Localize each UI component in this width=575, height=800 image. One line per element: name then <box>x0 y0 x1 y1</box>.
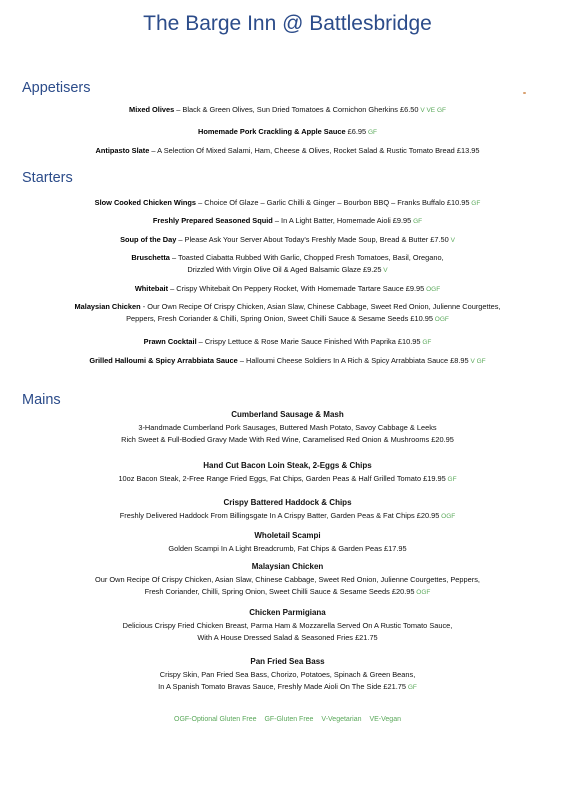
item-price: £9.25 <box>363 265 382 274</box>
item-name: Slow Cooked Chicken Wings <box>94 198 197 207</box>
item-name: Bruschetta <box>131 253 170 262</box>
dish-text: Rich Sweet & Full-Bodied Gravy Made With Red Wine, Caramelised Red Onion & Mushrooms <box>121 435 432 444</box>
item-dietary-tags: V <box>448 237 455 244</box>
page-title: The Barge Inn @ Battlesbridge <box>143 12 432 35</box>
dish-text: With A House Dressed Salad & Seasoned Fries <box>197 633 356 642</box>
item-dietary-tags: GF <box>420 339 432 346</box>
dish-dietary-tags: GF <box>445 476 457 483</box>
item-price: £9.95 <box>405 284 425 293</box>
dish-price: £20.95 <box>416 511 440 520</box>
item-dietary-tags: GF <box>366 129 377 136</box>
section-heading-starters: Starters <box>22 170 73 186</box>
item-description: - Our Own Recipe Of Crispy Chicken, Asian Slaw, Chinese Cabbage, Sweet Red Onion, Julienne Courgettes, <box>140 302 501 311</box>
dish-description <box>0 434 575 447</box>
menu-item <box>0 234 575 247</box>
menu-item <box>0 336 575 349</box>
dish-price: £20.95 <box>431 435 454 444</box>
item-name: Whitebait <box>134 284 169 293</box>
dish-text: Freshly Delivered Haddock From Billingsgate In A Crispy Batter, Garden Peas & Fat Chips <box>119 511 417 520</box>
item-dietary-tags: V GF <box>468 358 486 365</box>
item-price: £6.50 <box>400 105 419 114</box>
dish-description <box>0 632 575 645</box>
item-description: – Black & Green Olives, Sun Dried Tomatoes & Cornichon Gherkins <box>174 105 401 114</box>
dish-price: £20.95 <box>391 587 415 596</box>
item-dietary-tags: OGF <box>432 316 449 323</box>
item-name: Prawn Cocktail <box>143 337 197 346</box>
dish-dietary-tags: OGF <box>439 513 456 520</box>
item-description: – Crispy Lettuce & Rose Marie Sauce Finished With Paprika <box>196 337 398 346</box>
menu-item <box>0 215 575 228</box>
item-name: Homemade Pork Crackling & Apple Sauce <box>198 127 346 136</box>
dish-text: Golden Scampi In A Light Breadcrumb, Fat Chips & Garden Peas <box>168 544 385 553</box>
dish-description <box>0 510 575 523</box>
item-description: Peppers, Fresh Coriander & Chilli, Spring Onion, Sweet Chilli Sauce & Sesame Seeds <box>126 314 411 323</box>
legend-item: VE-Vegan <box>369 716 401 723</box>
item-price: £10.95 <box>446 198 470 207</box>
dish-name: Crispy Battered Haddock & Chips <box>223 498 352 507</box>
item-description: – Choice Of Glaze – Garlic Chilli & Ginger – Bourbon BBQ – Franks Buffalo <box>196 198 447 207</box>
dish-dietary-tags: OGF <box>414 589 431 596</box>
menu-item <box>0 252 575 264</box>
item-description: – Toasted Ciabatta Rubbed With Garlic, Chopped Fresh Tomatoes, Basil, Oregano, <box>169 253 444 262</box>
menu-item <box>0 301 575 313</box>
dish-price: £17.95 <box>384 544 407 553</box>
dish-text: Fresh Coriander, Chilli, Spring Onion, Sweet Chilli Sauce & Sesame Seeds <box>144 587 392 596</box>
item-dietary-tags: GF <box>469 200 481 207</box>
dish-text: 10oz Bacon Steak, 2-Free Range Fried Eggs, Fat Chips, Garden Peas & Half Grilled Tomato <box>118 474 424 483</box>
dish-text: Delicious Crispy Fried Chicken Breast, Parma Ham & Mozzarella Served On A Rustic Tomato Sauce, <box>122 621 453 630</box>
item-price: £9.95 <box>392 216 412 225</box>
dish-description <box>0 620 575 632</box>
dish-description <box>0 681 575 694</box>
item-price: £7.50 <box>430 235 449 244</box>
dish-name: Wholetail Scampi <box>254 531 321 540</box>
dish-text: Our Own Recipe Of Crispy Chicken, Asian Slaw, Chinese Cabbage, Sweet Red Onion, Julienne Courgettes, Peppers, <box>95 575 480 584</box>
dish-name: Pan Fried Sea Bass <box>250 657 325 666</box>
item-price: £13.95 <box>456 146 480 155</box>
dish-description <box>0 574 575 586</box>
item-dietary-tags: OGF <box>424 286 441 293</box>
dish-dietary-tags: GF <box>406 684 417 691</box>
item-price: £10.95 <box>397 337 421 346</box>
item-description: – A Selection Of Mixed Salami, Ham, Cheese & Olives, Rocket Salad & Rustic Tomato Bread <box>149 146 457 155</box>
scan-speck <box>523 92 526 94</box>
item-name: Soup of the Day <box>120 235 177 244</box>
legend-item: OGF-Optional Gluten Free <box>174 716 257 723</box>
menu-item-continued <box>0 313 575 326</box>
dish-description <box>0 473 575 486</box>
menu-item <box>0 283 575 296</box>
item-dietary-tags: V <box>381 267 388 274</box>
legend-item: GF-Gluten Free <box>264 716 314 723</box>
item-name: Antipasto Slate <box>95 146 150 155</box>
dish-name: Cumberland Sausage & Mash <box>231 410 344 419</box>
item-description: Drizzled With Virgin Olive Oil & Aged Balsamic Glaze <box>187 265 363 274</box>
dish-text: Crispy Skin, Pan Fried Sea Bass, Chorizo, Potatoes, Spinach & Green Beans, <box>159 670 416 679</box>
item-description: – Please Ask Your Server About Today's Freshly Made Soup, Bread & Butter <box>176 235 431 244</box>
menu-item-continued <box>0 264 575 277</box>
item-name: Grilled Halloumi & Spicy Arrabbiata Sauce <box>89 356 238 365</box>
menu-item <box>0 104 575 117</box>
item-description: – In A Light Batter, Homemade Aioli <box>272 216 393 225</box>
item-price: £8.95 <box>450 356 469 365</box>
dish-description <box>0 586 575 599</box>
item-dietary-tags: GF <box>411 218 423 225</box>
item-name: Freshly Prepared Seasoned Squid <box>152 216 273 225</box>
dish-name: Chicken Parmigiana <box>249 608 326 617</box>
menu-item <box>0 145 575 158</box>
menu-item <box>0 126 575 139</box>
item-price: £6.95 <box>347 127 367 136</box>
item-name: Mixed Olives <box>129 105 175 114</box>
dish-description <box>0 669 575 681</box>
dish-name: Hand Cut Bacon Loin Steak, 2-Eggs & Chips <box>203 461 372 470</box>
item-description: – Halloumi Cheese Soldiers In A Rich & Spicy Arrabbiata Sauce <box>237 356 451 365</box>
dish-price: £19.95 <box>423 474 446 483</box>
menu-item <box>0 197 575 210</box>
item-description: – Crispy Whitebait On Peppery Rocket, With Homemade Tartare Sauce <box>168 284 406 293</box>
dish-price: £21.75 <box>355 633 378 642</box>
legend-item: V-Vegetarian <box>321 716 362 723</box>
dish-name: Malaysian Chicken <box>251 562 324 571</box>
section-heading-mains: Mains <box>22 392 61 408</box>
dietary-legend <box>0 716 575 723</box>
dish-description <box>0 422 575 434</box>
menu-item <box>0 355 575 368</box>
dish-price: £21.75 <box>383 682 407 691</box>
item-name: Malaysian Chicken <box>74 302 141 311</box>
dish-text: In A Spanish Tomato Bravas Sauce, Freshly Made Aioli On The Side <box>158 682 384 691</box>
item-price: £10.95 <box>410 314 433 323</box>
dish-text: 3-Handmade Cumberland Pork Sausages, Buttered Mash Potato, Savoy Cabbage & Leeks <box>138 423 437 432</box>
dish-description <box>0 543 575 556</box>
section-heading-appetisers: Appetisers <box>22 80 91 96</box>
item-dietary-tags: V VE GF <box>418 107 446 114</box>
